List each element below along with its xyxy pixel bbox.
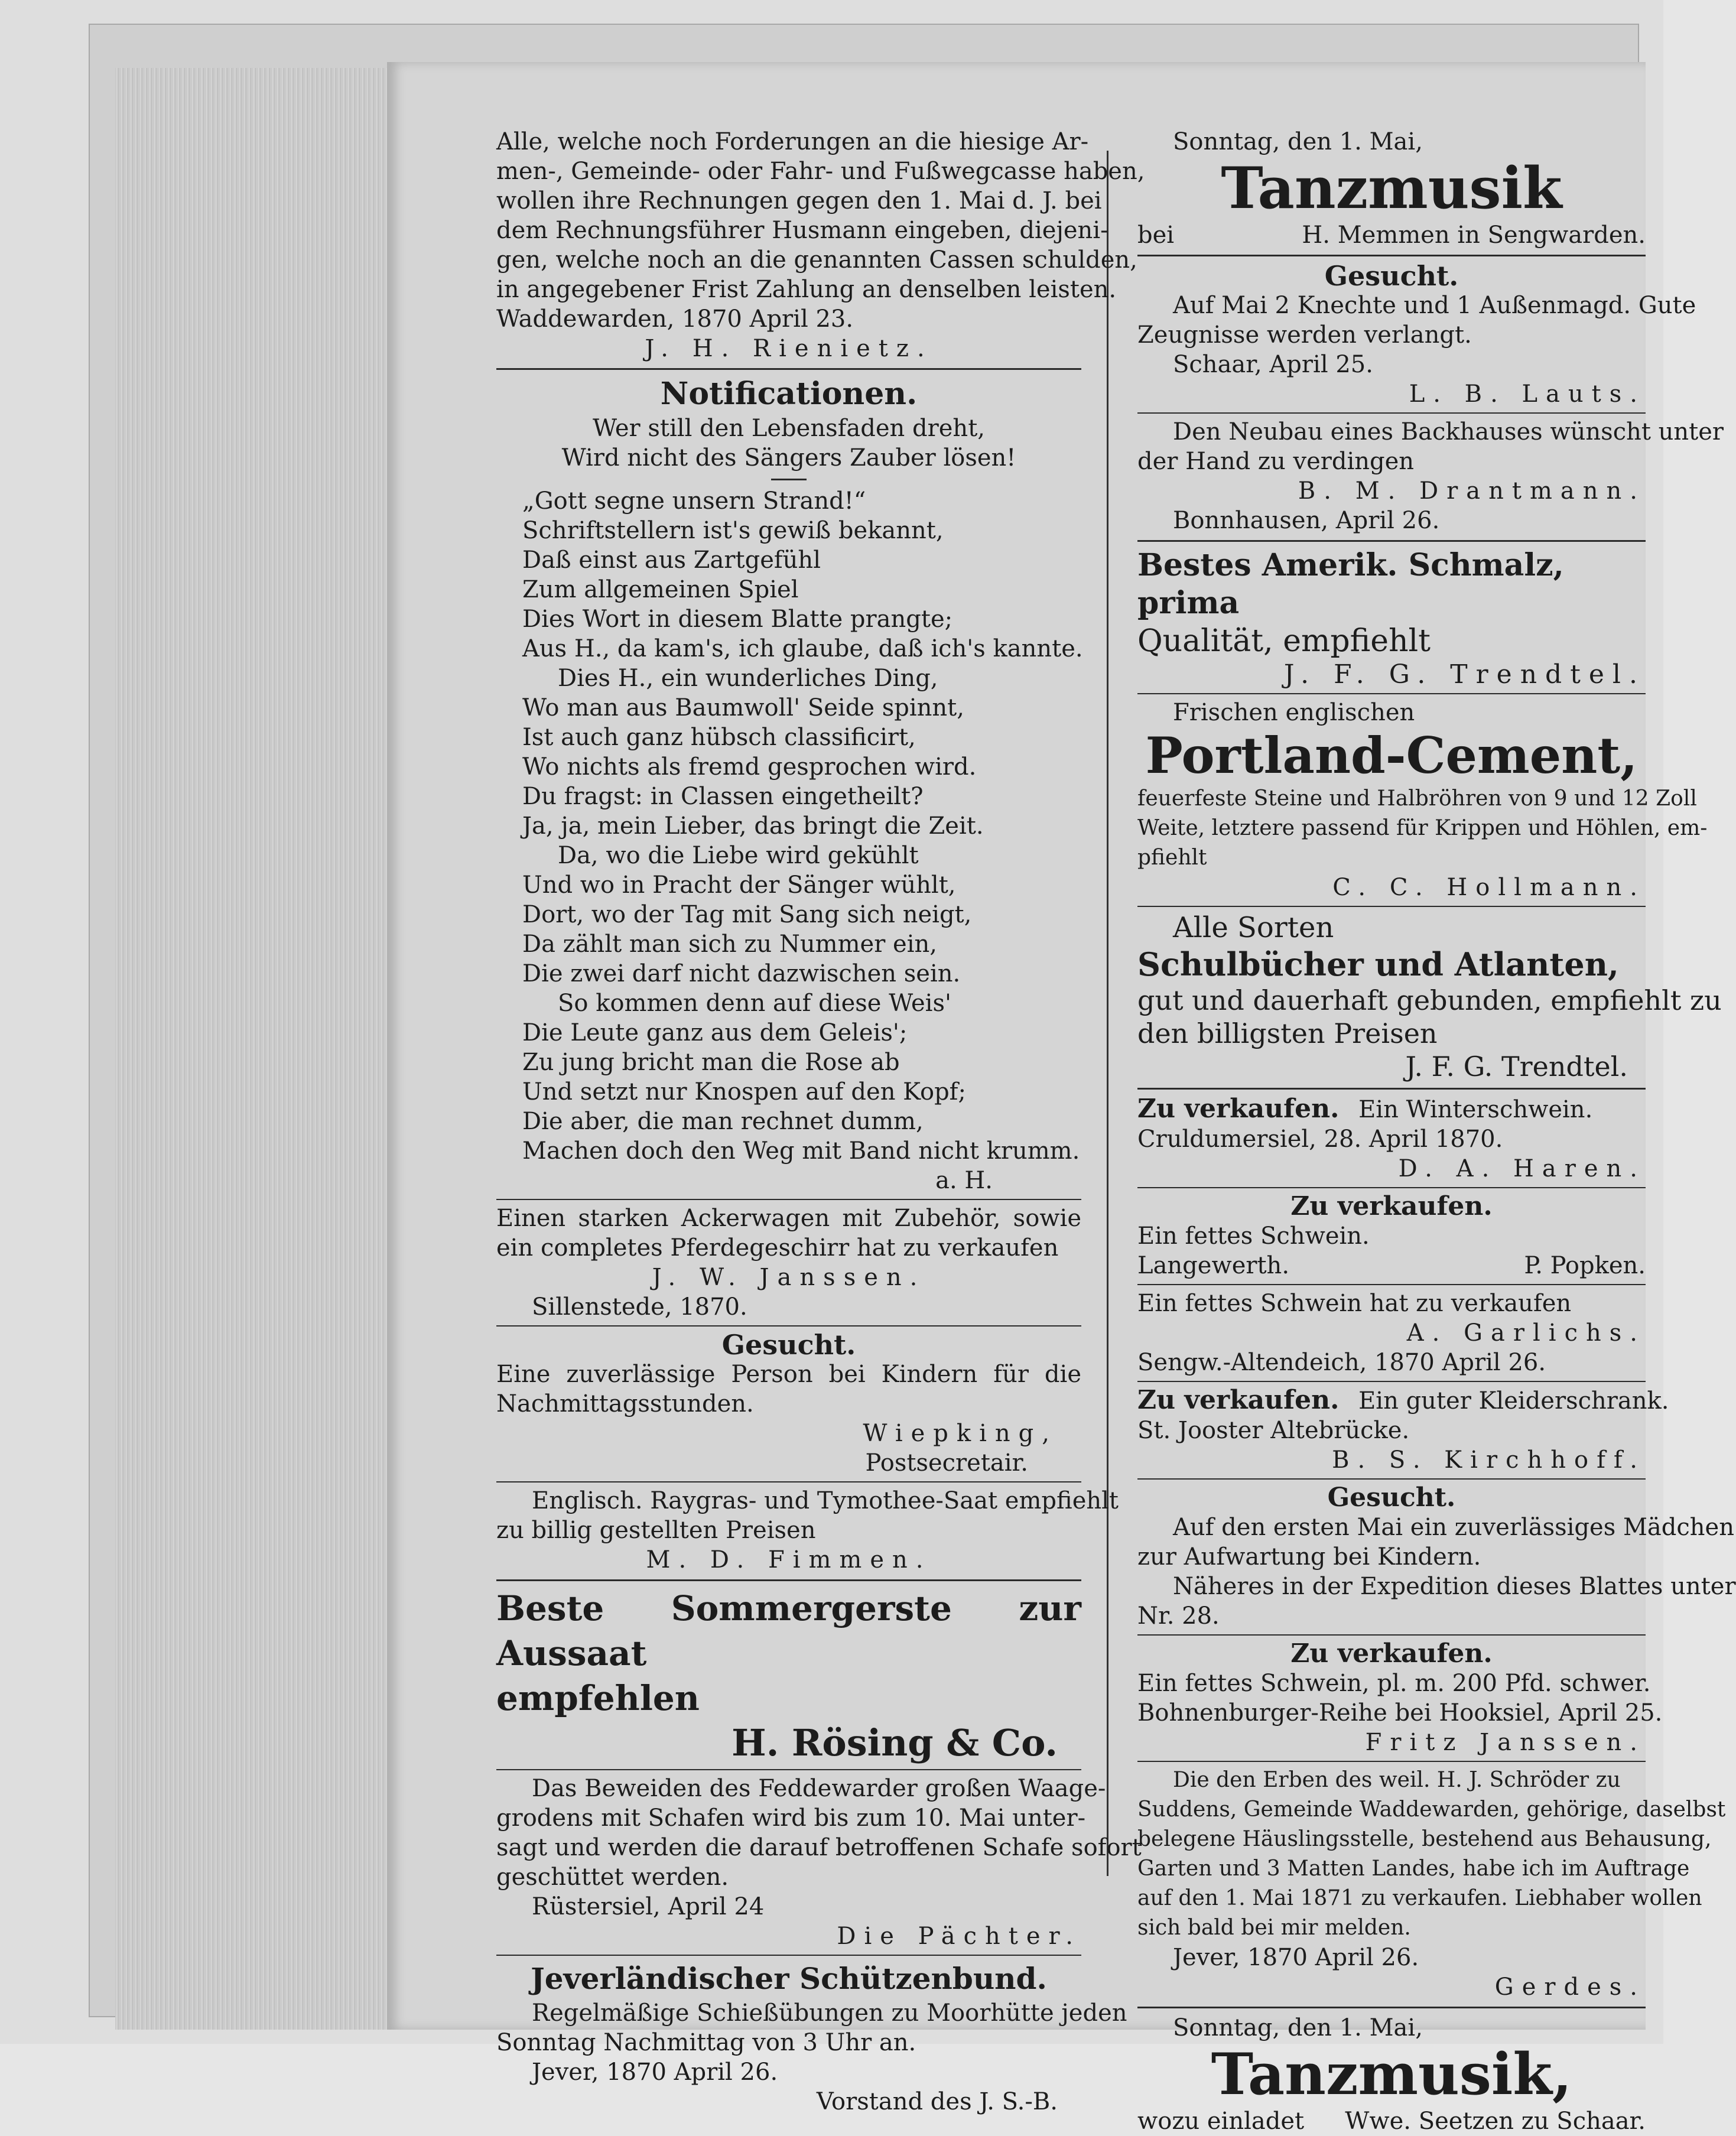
poem-line: Dies Wort in diesem Blatte prangte; (522, 606, 953, 633)
notice-place: Schaar, April 25. (1173, 351, 1373, 378)
notice-place: Langewerth. (1137, 1252, 1290, 1279)
text-line: ein completes Pferdegeschirr hat zu verkaufen (496, 1234, 1059, 1262)
section-divider (1137, 1634, 1646, 1636)
section-divider (496, 1579, 1081, 1581)
text-line: gut und dauerhaft gebunden, empfiehlt zu (1137, 984, 1722, 1016)
poem-line: „Gott segne unsern Strand!“ (522, 487, 866, 515)
notice-gesucht (496, 1330, 1081, 1478)
poem (496, 486, 1081, 1166)
left-column (496, 127, 1145, 2117)
notice-signature: J. W. Janssen. (652, 1264, 926, 1291)
poem-line: Und wo in Pracht der Sänger wühlt, (522, 872, 956, 899)
text-line: Bohnenburger-Reihe bei Hooksiel, April 25. (1137, 1699, 1663, 1727)
ad-intro: Frischen englischen (1173, 699, 1415, 726)
notice-verkaufen-1 (1137, 1094, 1646, 1184)
byline-left: bei (1137, 222, 1175, 249)
section-divider (496, 1325, 1081, 1327)
ad-headline: Beste Sommergerste zur Aussaat (496, 1588, 1081, 1673)
poem-author: a. H. (935, 1167, 993, 1194)
poem-line: Dies H., ein wunderliches Ding, (558, 665, 938, 692)
text-line: Alle, welche noch Forderungen an die hiesige Ar- (496, 128, 1089, 155)
section-divider (1137, 1761, 1646, 1762)
notice-title: Jeverländischer Schützenbund. (531, 1961, 1047, 1996)
poem-line: Wo man aus Baumwoll' Seide spinnt, (522, 694, 964, 721)
section-divider (496, 368, 1081, 370)
notice-place: St. Jooster Altebrücke. (1137, 1417, 1410, 1444)
section-divider (496, 1199, 1081, 1200)
text-line: Eine zuverlässige Person bei Kindern für die (496, 1361, 1081, 1388)
ad-headline: Bestes Amerik. Schmalz, prima (1137, 547, 1564, 621)
poem-line: Die Leute ganz aus dem Geleis'; (522, 1019, 908, 1046)
section-divider (1137, 1381, 1646, 1382)
poem-line: Da, wo die Liebe wird gekühlt (558, 842, 919, 869)
notice-date: Sonntag, den 1. Mai, (1173, 128, 1423, 155)
notice-title: Gesucht. (1324, 260, 1459, 292)
poem-line: So kommen denn auf diese Weis' (558, 990, 951, 1017)
section-divider (496, 1481, 1081, 1482)
section-divider (496, 1955, 1081, 1956)
ad-intro: Alle Sorten (1173, 911, 1334, 944)
notice-item: Ein Winterschwein. (1358, 1096, 1593, 1123)
section-title: Notificationen. (660, 376, 918, 412)
text-line: den billigsten Preisen (1137, 1017, 1438, 1049)
byline-row (1137, 220, 1646, 250)
byline-right: Wwe. Seetzen zu Schaar. (1345, 2108, 1646, 2135)
text-line: Auf Mai 2 Knechte und 1 Außenmagd. Gute (1173, 292, 1696, 319)
notice-signature: C. C. Hollmann. (1332, 874, 1646, 901)
notice-tanzmusik-1 (1137, 127, 1646, 250)
poem-line: Die aber, die man rechnet dumm, (522, 1108, 924, 1135)
notice-title: Zu verkaufen. (1290, 1191, 1493, 1221)
notice-signature: Fritz Janssen. (1365, 1729, 1646, 1756)
text-line: auf den 1. Mai 1871 zu verkaufen. Liebhaber wollen (1137, 1886, 1702, 1910)
notice-schmalz (1137, 547, 1646, 690)
poem-line: Aus H., da kam's, ich glaube, daß ich's kannte. (522, 635, 1083, 662)
text-line: Zeugnisse werden verlangt. (1137, 321, 1472, 349)
text-line: Weite, letztere passend für Krippen und Höhlen, em- (1137, 816, 1708, 840)
ad-headline: empfehlen (496, 1678, 700, 1718)
ad-firm: H. Rösing & Co. (732, 1721, 1058, 1764)
notice-verkaufen-2 (1137, 1192, 1646, 1280)
poem-line: Du fragst: in Classen eingetheilt? (522, 783, 924, 810)
section-divider (1137, 693, 1646, 694)
notice-ackerwagen (496, 1204, 1081, 1322)
title-row (1137, 1094, 1646, 1124)
short-dash (771, 479, 807, 480)
notice-schulbuecher (1137, 911, 1722, 1083)
notice-signature: Die Pächter. (837, 1923, 1081, 1950)
notice-verkaufen-4 (1137, 1638, 1663, 1757)
text-line: Auf den ersten Mai ein zuverlässiges Mädchen (1173, 1514, 1734, 1541)
notice-place: Sengw.-Altendeich, 1870 April 26. (1137, 1349, 1546, 1376)
ad-headline: Qualität, empfiehlt (1137, 623, 1431, 659)
page-edges (115, 68, 387, 2030)
section-divider (1137, 906, 1646, 907)
poem-line: Dort, wo der Tag mit Sang sich neigt, (522, 901, 972, 928)
text-line: Den Neubau eines Backhauses wünscht unter (1173, 418, 1724, 446)
text-line: Einen starken Ackerwagen mit Zubehör, sowie (496, 1205, 1081, 1232)
notice-forderungen (496, 127, 1145, 363)
motto-line: Wird nicht des Sängers Zauber lösen! (561, 444, 1016, 472)
notice-backhaus (1137, 417, 1724, 535)
notice-place: Cruldumersiel, 28. April 1870. (1137, 1126, 1503, 1153)
text-line: gen, welche noch an die genannten Cassen schulden, (496, 246, 1137, 274)
poem-line: Und setzt nur Knospen auf den Kopf; (522, 1078, 966, 1106)
notice-sommergerste (496, 1586, 1081, 1766)
text-line: Regelmäßige Schießübungen zu Moorhütte jeden (532, 2000, 1127, 2027)
section-divider (1137, 255, 1646, 256)
text-line: Ein fettes Schwein hat zu verkaufen (1137, 1290, 1572, 1317)
notice-schuetzenbund (496, 1959, 1127, 2117)
poem-line: Schriftstellern ist's gewiß bekannt, (522, 517, 944, 544)
section-divider (1137, 412, 1646, 414)
text-line: Die den Erben des weil. H. J. Schröder zu (1173, 1768, 1621, 1792)
ad-headline: Portland-Cement, (1145, 726, 1638, 785)
notice-haeuslingsstelle (1137, 1766, 1726, 2002)
text-line: Das Beweiden des Feddewarder großen Waage- (532, 1775, 1106, 1802)
motto-line: Wer still den Lebensfaden dreht, (593, 415, 985, 442)
poem-line: Da zählt man sich zu Nummer ein, (522, 931, 937, 958)
text-line: geschüttet werden. (496, 1864, 729, 1891)
notice-title: Gesucht. (1327, 1482, 1456, 1513)
notice-signature: D. A. Haren. (1398, 1155, 1646, 1182)
notice-item: Ein guter Kleiderschrank. (1358, 1387, 1669, 1415)
notice-signature: J. F. G. Trendtel. (1405, 1051, 1628, 1082)
right-column (1137, 127, 1736, 2136)
notice-signature: M. D. Fimmen. (646, 1546, 932, 1573)
section-divider (496, 1769, 1081, 1770)
place-row (1137, 1251, 1646, 1280)
poem-line: Die zwei darf nicht dazwischen sein. (522, 960, 961, 987)
notice-title: Zu verkaufen. (1137, 1385, 1340, 1415)
text-line: Sonntag Nachmittag von 3 Uhr an. (496, 2029, 916, 2056)
notice-title: Zu verkaufen. (1290, 1638, 1493, 1669)
notice-date: Jever, 1870 April 26. (1173, 1944, 1419, 1971)
notice-title: Gesucht. (721, 1329, 856, 1361)
byline-left: wozu einladet (1137, 2108, 1305, 2135)
notice-signature: A. Garlichs. (1406, 1319, 1646, 1347)
notice-weiden (496, 1774, 1142, 1951)
text-line: grodens mit Schafen wird bis zum 10. Mai unter- (496, 1805, 1086, 1832)
notice-item: Ein fettes Schwein. (1137, 1223, 1370, 1250)
text-line: zu billig gestellten Preisen (496, 1517, 816, 1544)
notice-signature-title: Postsecretair. (865, 1449, 1028, 1477)
text-line: belegene Häuslingsstelle, bestehend aus Behausung, (1137, 1827, 1712, 1851)
notice-signature: P. Popken. (1524, 1252, 1646, 1279)
notice-gesucht-maedchen (1137, 1482, 1736, 1631)
notice-cement (1137, 698, 1708, 902)
section-divider (1137, 1088, 1646, 1090)
column-rule (1107, 151, 1108, 1876)
notice-raygras (496, 1486, 1119, 1575)
notice-verkaufen-3 (1137, 1385, 1669, 1475)
notice-date: Jever, 1870 April 26. (532, 2059, 778, 2086)
notifications-section (496, 375, 1081, 1195)
section-divider (1137, 540, 1646, 542)
notice-signature: Wiepking, (863, 1420, 1058, 1447)
text-line: Suddens, Gemeinde Waddewarden, gehörige, daselbst (1137, 1797, 1726, 1822)
notice-signature: J. F. G. Trendtel. (1283, 659, 1646, 690)
text-line: Nr. 28. (1137, 1602, 1220, 1630)
poem-line: Wo nichts als fremd gesprochen wird. (522, 753, 977, 781)
notice-tanzmusik-2 (1137, 2013, 1646, 2136)
poem-line: Machen doch den Weg mit Band nicht krumm. (522, 1137, 1080, 1165)
notice-signature: B. S. Kirchhoff. (1332, 1446, 1646, 1474)
ad-headline: Tanzmusik (1221, 155, 1562, 222)
text-line: der Hand zu verdingen (1137, 448, 1415, 475)
text-line: sich bald bei mir melden. (1137, 1916, 1411, 1940)
notice-signature: Gerdes. (1494, 1974, 1646, 2001)
notice-place: Bonnhausen, April 26. (1173, 507, 1440, 534)
notice-signature: Vorstand des J. S.-B. (816, 2088, 1058, 2115)
notice-place: Sillenstede, 1870. (532, 1293, 747, 1321)
notice-date: Sonntag, den 1. Mai, (1173, 2014, 1423, 2041)
text-line: men-, Gemeinde- oder Fahr- und Fußwegcasse haben, (496, 158, 1145, 185)
text-line: wollen ihre Rechnungen gegen den 1. Mai d. J. bei (496, 187, 1102, 214)
section-divider (1137, 1187, 1646, 1188)
poem-line: Daß einst aus Zartgefühl (522, 547, 821, 574)
text-line: Ein fettes Schwein, pl. m. 200 Pfd. schwer. (1137, 1670, 1651, 1697)
notice-signature: B. M. Drantmann. (1298, 477, 1646, 505)
text-line: Englisch. Raygras- und Tymothee-Saat empfiehlt (532, 1487, 1119, 1514)
text-line: Näheres in der Expedition dieses Blattes unter (1173, 1573, 1736, 1600)
poem-line: Ja, ja, mein Lieber, das bringt die Zeit. (522, 812, 984, 840)
byline-row (1137, 2106, 1646, 2136)
notice-schwein (1137, 1289, 1646, 1377)
byline-right: H. Memmen in Sengwarden. (1302, 222, 1646, 249)
notice-title: Zu verkaufen. (1137, 1094, 1340, 1124)
notice-signature: L. B. Lauts. (1409, 381, 1646, 408)
section-divider (1137, 2007, 1646, 2008)
text-line: Nachmittagsstunden. (496, 1390, 754, 1418)
section-divider (1137, 1284, 1646, 1285)
ad-headline: Tanzmusik, (1211, 2041, 1572, 2108)
poem-line: Zu jung bricht man die Rose ab (522, 1049, 900, 1076)
notice-date: Waddewarden, 1870 April 23. (496, 305, 854, 333)
poem-line: Zum allgemeinen Spiel (522, 576, 799, 603)
text-line: pfiehlt (1137, 846, 1207, 870)
notice-signature: J. H. Rienietz. (645, 335, 933, 362)
text-line: sagt und werden die darauf betroffenen Schafe sofort (496, 1834, 1142, 1861)
notice-gesucht-knechte (1137, 260, 1696, 409)
text-line: dem Rechnungsführer Husmann eingeben, diejeni- (496, 217, 1108, 244)
notice-place: Rüstersiel, April 24 (532, 1893, 765, 1920)
section-divider (1137, 1478, 1646, 1480)
text-line: Garten und 3 Matten Landes, habe ich im Auftrage (1137, 1857, 1690, 1881)
text-line: zur Aufwartung bei Kindern. (1137, 1543, 1481, 1571)
text-line: in angegebener Frist Zahlung an denselben leisten. (496, 276, 1117, 303)
text-line: feuerfeste Steine und Halbröhren von 9 und 12 Zoll (1137, 786, 1697, 811)
ad-headline: Schulbücher und Atlanten, (1137, 945, 1619, 983)
title-row (1137, 1385, 1669, 1416)
poem-line: Ist auch ganz hübsch classificirt, (522, 724, 916, 751)
